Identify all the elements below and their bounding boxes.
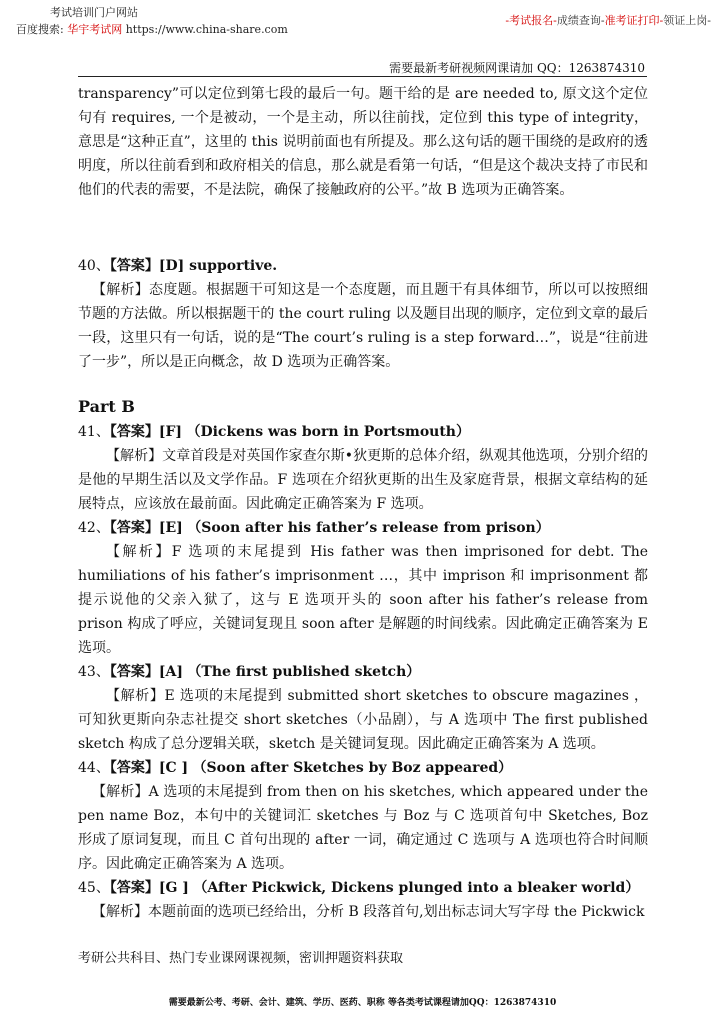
spacer	[78, 374, 648, 394]
q44-title: （Soon after Sketches by Boz appeared）	[192, 760, 513, 776]
header-nav	[505, 12, 711, 28]
search-prefix: 百度搜索:	[16, 23, 64, 36]
header-divider	[78, 76, 647, 77]
q42-analysis: 【解析】F 选项的末尾提到 His father was then imprisoned for debt. The humiliations of his father’s imprisonment …，其中 imprison 和 imprisonment 都提示说他的父亲入狱了，这与 E 选项开头的 soon after his father’s release from prison 构成了呼应，关键词复现且 soon after 是解题的时间线索。因此确定正确答案为 E 选项。	[78, 544, 648, 656]
q42-number: 42、	[78, 520, 110, 536]
nav-admission-link[interactable]: 准考证打印-	[604, 14, 664, 27]
q40-answer: 【答案】[D] supportive.	[109, 258, 278, 274]
footer-contact: 需要最新公考、考研、会计、建筑、学历、医药、职称 等各类考试课程请加QQ：1263874310	[168, 998, 557, 1008]
q45-answer: 【答案】[G ]	[109, 880, 189, 896]
q41-answer: 【答案】[F]	[109, 424, 183, 440]
q45-number: 45、	[78, 880, 110, 896]
part-b-title: Part B	[78, 397, 135, 416]
search-line	[16, 21, 288, 37]
q45-title: （After Pickwick, Dickens plunged into a bleaker world）	[193, 880, 640, 896]
q44-answer: 【答案】[C ]	[109, 760, 189, 776]
q45-analysis: 【解析】本题前面的选项已经给出，分析 B 段落首句,划出标志词大写字母 the Pickwick	[92, 904, 645, 920]
q44-number: 44、	[78, 760, 110, 776]
q40-analysis: 【解析】态度题。根据题干可知这是一个态度题，而且题干有具体细节，所以可以按照细节题的方法做。所以根据题干的 the court ruling 以及题目出现的顺序，定位到文章的最后一段，这里只有一句话，说的是“The court’s ruling is a step forward…”，说是“往前进了一步”，所以是正向概念，故 D 选项为正确答案。	[78, 282, 648, 370]
nav-exam-signup-link[interactable]: -考试报名-	[505, 14, 557, 27]
q41-analysis: 【解析】文章首段是对英国作家查尔斯•狄更斯的总体介绍，纵观其他选项，分别介绍的是他的早期生活以及文学作品。F 选项在介绍狄更斯的出生及家庭背景，根据文章结构的延展特点，应该放在最前面。因此确定正确答案为 F 选项。	[78, 448, 648, 512]
site-label: 考试培训门户网站	[50, 6, 138, 19]
q45-heading	[78, 876, 648, 900]
q40-number: 40、	[78, 258, 110, 274]
nav-cert-link[interactable]: 领证上岗-	[663, 14, 711, 27]
spacer	[78, 202, 648, 254]
intro-paragraph: transparency”可以定位到第七段的最后一句。题干给的是 are needed to, 原文这个定位句有 requires, 一个是被动，一个是主动，所以往前找，定位到 this type of integrity，意思是“这种正直”，这里的 this 说明前面也有所提及。那么这句话的题干围绕的是政府的透明度，所以往前看到和政府相关的信息，那么就是看第一句话，“但是这个裁决支持了市民和他们的代表的需要，不是法院，确保了接触政府的公平。”故 B 选项为正确答案。	[78, 86, 648, 198]
q43-title: （The first published sketch）	[187, 664, 421, 680]
q44-heading	[78, 756, 648, 780]
nav-score-link[interactable]: 成绩查询-	[556, 14, 605, 27]
q43-analysis: 【解析】E 选项的末尾提到 submitted short sketches to obscure magazines ，可知狄更斯向杂志社提交 short sketches（小品剧），与 A 选项中 The first published sketch 构成了总分逻辑关联，sketch 是关键词复现。因此确定正确答案为 A 选项。	[78, 688, 648, 752]
q42-answer: 【答案】[E]	[109, 520, 183, 536]
q42-title: （Soon after his father’s release from prison）	[187, 520, 550, 536]
q41-title: （Dickens was born in Portsmouth）	[186, 424, 470, 440]
q42-heading	[78, 516, 648, 540]
q41-number: 41、	[78, 424, 110, 440]
q41-heading	[78, 420, 648, 444]
search-term-link[interactable]: 华宇考试网	[67, 23, 123, 36]
q43-answer: 【答案】[A]	[109, 664, 183, 680]
q40-heading	[78, 254, 648, 278]
q43-heading	[78, 660, 648, 684]
header-contact: 需要最新考研视频网课请加 QQ：1263874310	[389, 61, 645, 75]
footer-promo: 考研公共科目、热门专业课网课视频，密训押题资料获取	[78, 951, 404, 966]
document-body	[78, 82, 648, 924]
q43-number: 43、	[78, 664, 110, 680]
site-url-link[interactable]: https://www.china-share.com	[125, 23, 288, 36]
q44-analysis: 【解析】A 选项的末尾提到 from then on his sketches, which appeared under the pen name Boz，本句中的关键词汇 sketches 与 Boz 与 C 选项首句中 Sketches, Boz 形成了原词复现，而且 C 首句出现的 after 一词，确定通过 C 选项与 A 选项也符合时间顺序。因此确定正确答案为 A 选项。	[78, 784, 648, 872]
